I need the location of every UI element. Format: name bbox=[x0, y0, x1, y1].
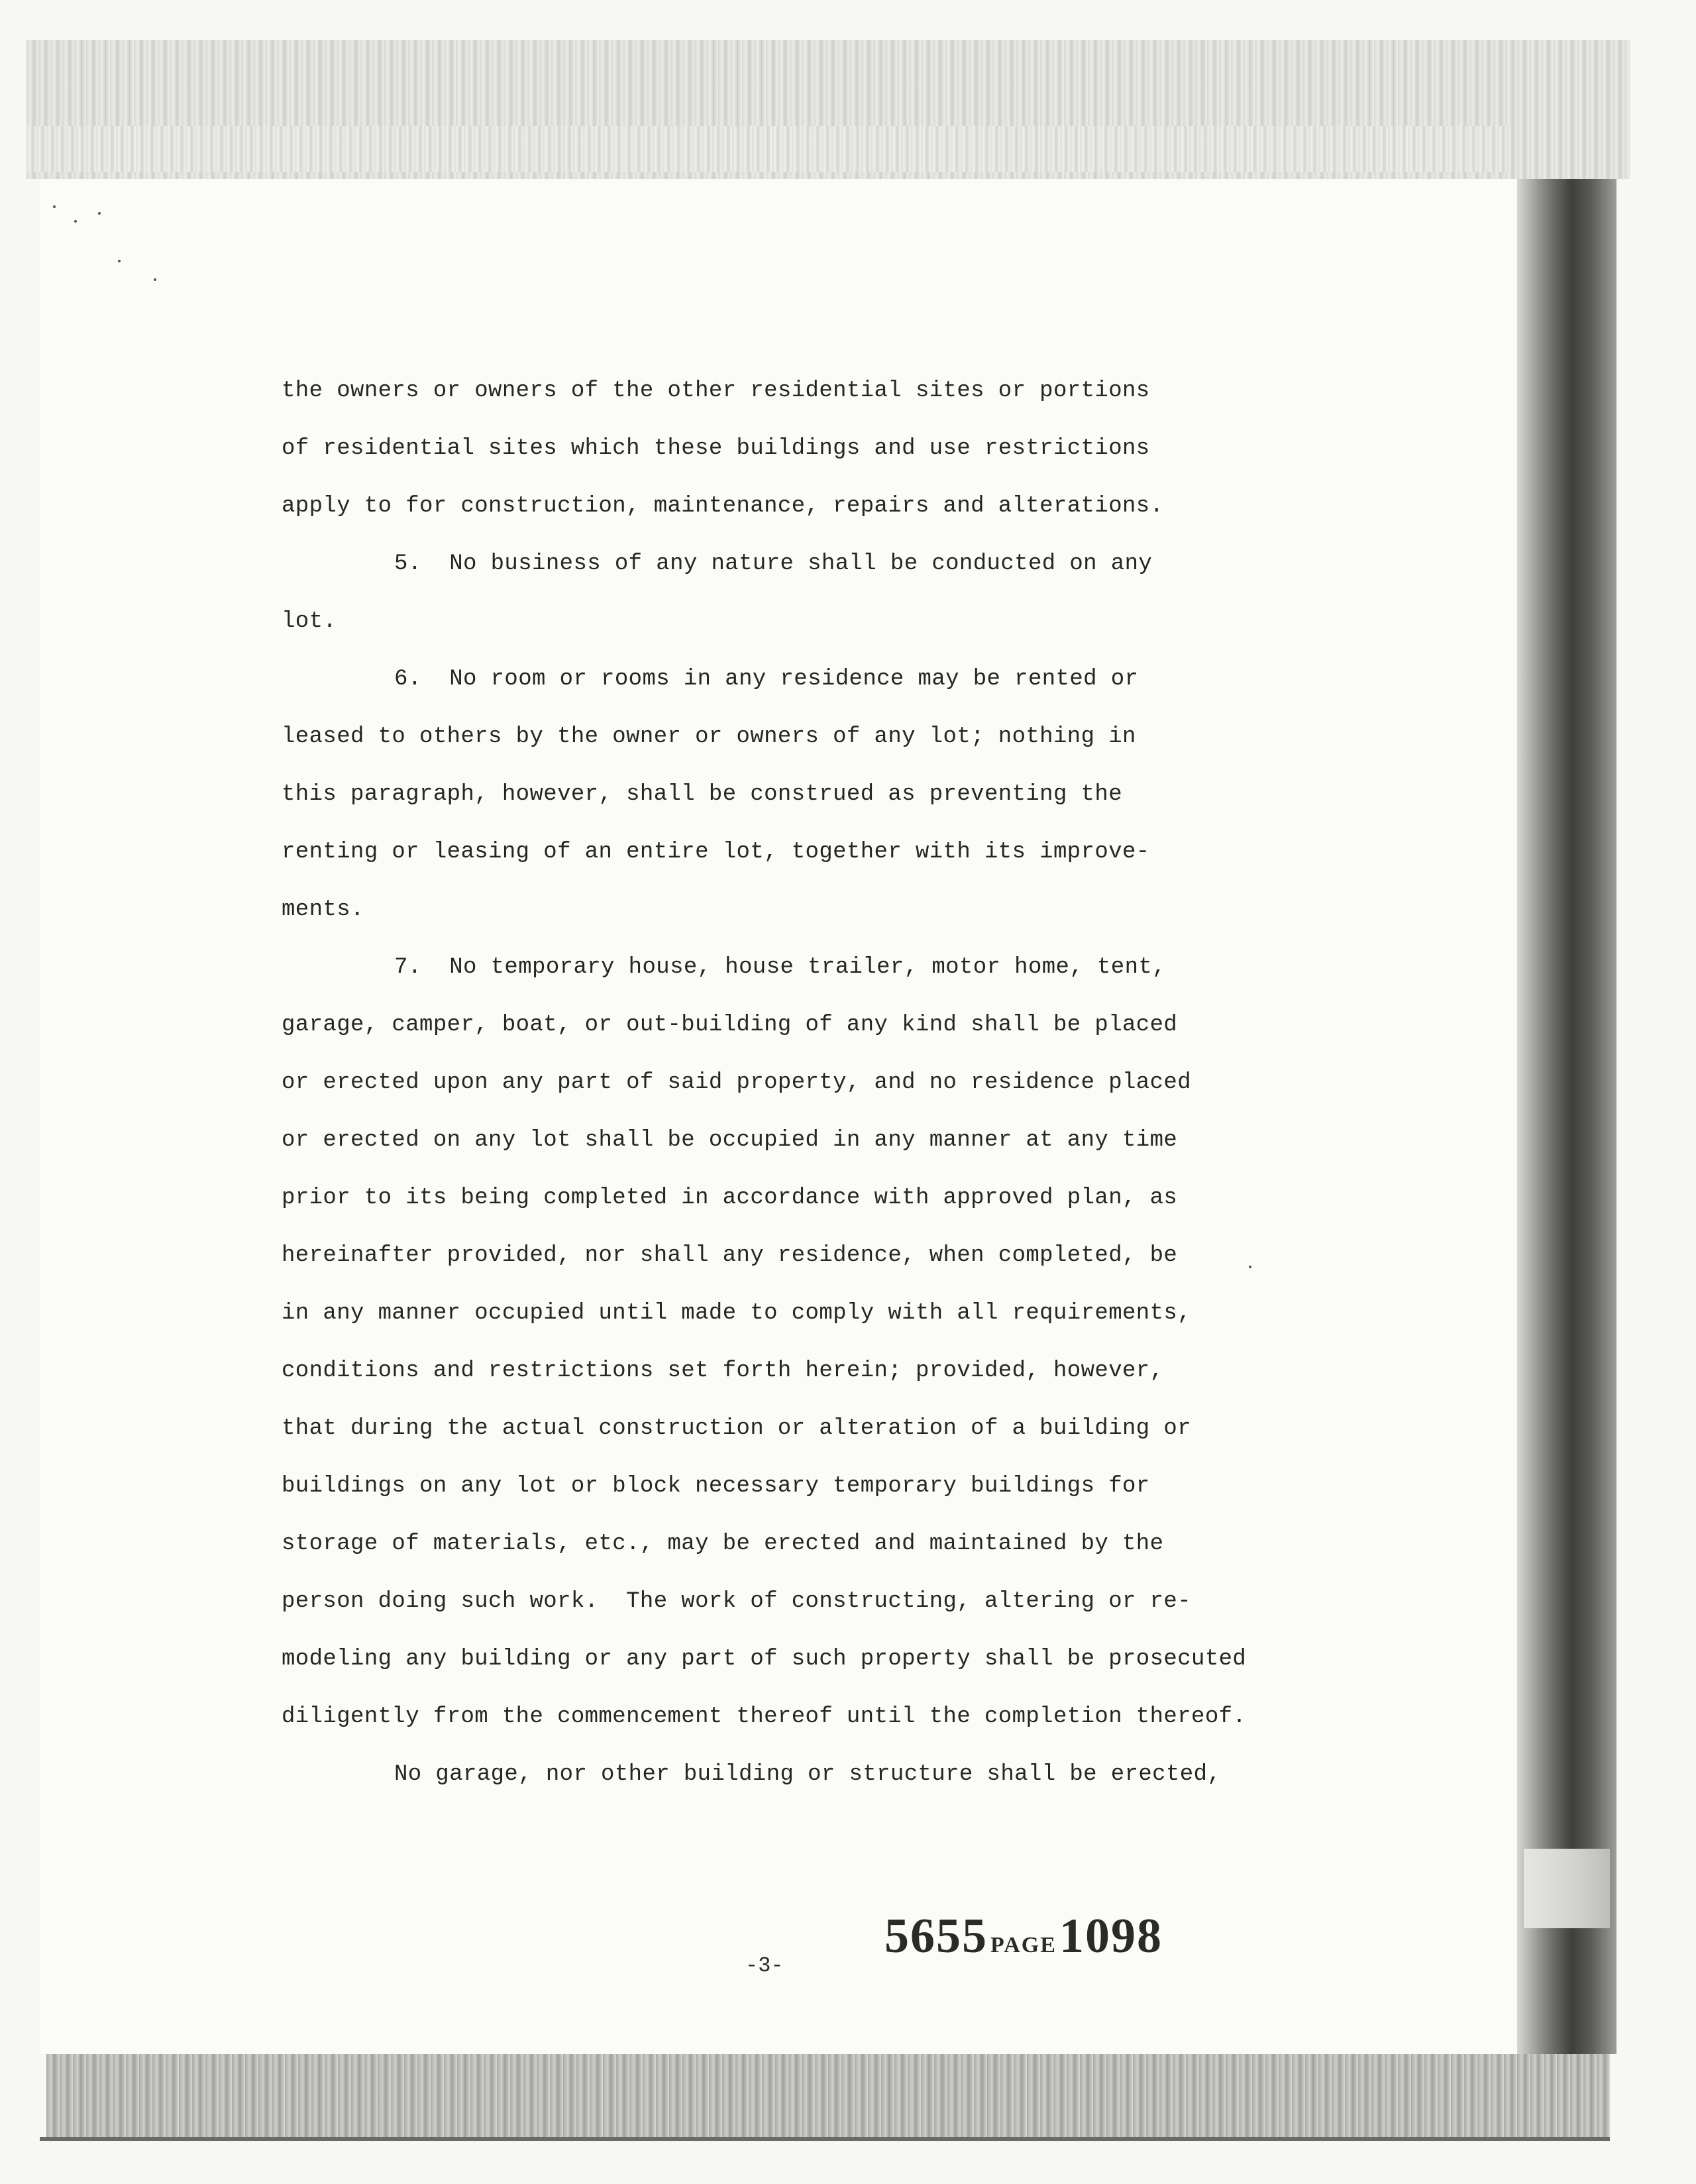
paragraph-6-first-line: 6. No room or rooms in any residence may be rented or bbox=[394, 667, 1139, 692]
scan-speck bbox=[1249, 1266, 1251, 1268]
body-line-25: No garage, nor other building or structure shall be erected, bbox=[394, 1762, 1222, 1787]
body-line-10: ments. bbox=[282, 897, 364, 922]
scan-speck bbox=[154, 278, 156, 281]
body-line-1: the owners or owners of the other residential sites or portions bbox=[282, 378, 1150, 404]
scan-speck bbox=[118, 260, 121, 262]
scan-edge-top-inner bbox=[26, 126, 1510, 172]
page-number: -3- bbox=[745, 1953, 784, 1978]
scan-speck bbox=[53, 205, 56, 208]
body-line-15: prior to its being completed in accordance with approved plan, as bbox=[282, 1185, 1178, 1211]
scan-bottom-line bbox=[40, 2137, 1610, 2141]
body-line-23: modeling any building or any part of such property shall be prosecuted bbox=[282, 1647, 1247, 1672]
body-line-19: that during the actual construction or alteration of a building or bbox=[282, 1416, 1192, 1441]
body-line-7: leased to others by the owner or owners of any lot; nothing in bbox=[282, 724, 1136, 749]
body-line-17: in any manner occupied until made to comply with all requirements, bbox=[282, 1301, 1192, 1326]
body-line-5: lot. bbox=[282, 609, 337, 634]
body-line-2: of residential sites which these buildings and use restrictions bbox=[282, 436, 1150, 461]
stamp-page-word: PAGE bbox=[990, 1933, 1057, 1957]
body-line-16: hereinafter provided, nor shall any residence, when completed, be bbox=[282, 1243, 1178, 1268]
body-line-9: renting or leasing of an entire lot, together with its improve- bbox=[282, 840, 1150, 865]
scan-edge-bottom bbox=[46, 2054, 1610, 2140]
body-line-22: person doing such work. The work of constructing, altering or re- bbox=[282, 1589, 1192, 1614]
body-line-21: storage of materials, etc., may be erected and maintained by the bbox=[282, 1531, 1164, 1556]
body-line-12: garage, camper, boat, or out-building of any kind shall be placed bbox=[282, 1012, 1178, 1038]
stamp-book-number: 5655 bbox=[884, 1909, 988, 1963]
body-line-20: buildings on any lot or block necessary temporary buildings for bbox=[282, 1474, 1150, 1499]
scan-edge-right bbox=[1517, 179, 1616, 2054]
scan-speck bbox=[98, 212, 101, 215]
body-line-24: diligently from the commencement thereof until the completion thereof. bbox=[282, 1704, 1247, 1729]
scan-edge-right-lighter bbox=[1524, 1849, 1610, 1928]
body-line-13: or erected upon any part of said property, and no residence placed bbox=[282, 1070, 1192, 1095]
scan-speck bbox=[74, 220, 77, 223]
stamp-page-number: 1098 bbox=[1059, 1909, 1163, 1963]
body-line-14: or erected on any lot shall be occupied in any manner at any time bbox=[282, 1128, 1178, 1153]
body-line-18: conditions and restrictions set forth herein; provided, however, bbox=[282, 1358, 1164, 1384]
body-line-8: this paragraph, however, shall be construed as preventing the bbox=[282, 782, 1123, 807]
paragraph-7-first-line: 7. No temporary house, house trailer, motor home, tent, bbox=[394, 955, 1166, 980]
paragraph-5-first-line: 5. No business of any nature shall be conducted on any bbox=[394, 551, 1153, 576]
recording-stamp bbox=[884, 1908, 1163, 1965]
body-line-3: apply to for construction, maintenance, repairs and alterations. bbox=[282, 494, 1164, 519]
